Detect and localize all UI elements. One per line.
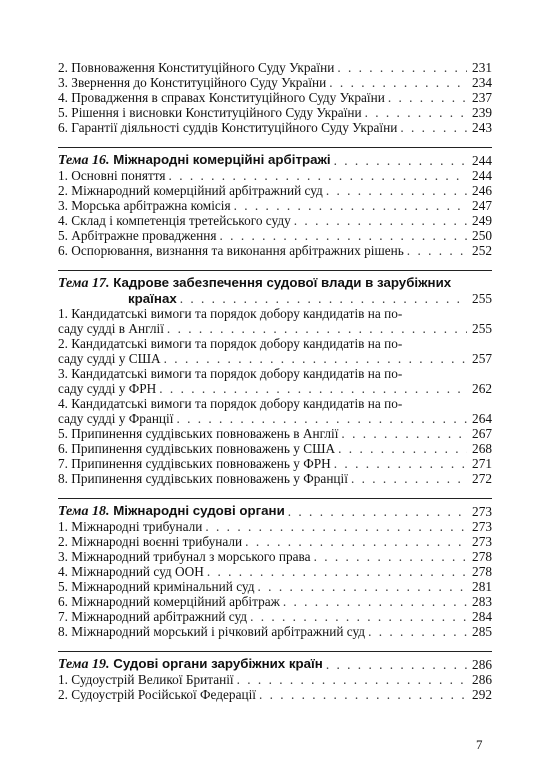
toc-section-intro (58, 60, 492, 135)
toc-entry-label: 6. Припинення суддівських повноважень у США (58, 441, 336, 456)
toc-entry-page: 273 (472, 534, 492, 549)
toc-entry-page: 250 (472, 228, 492, 243)
toc-entry-label: 4. Провадження в справах Конституційного Суду України (58, 90, 385, 105)
leader-dots (207, 564, 467, 579)
theme-title: Кадрове забезпечення судової влади в зарубіжних (113, 275, 452, 290)
leader-dots (326, 657, 467, 672)
toc-entry-label: 2. Повноваження Конституційного Суду України (58, 60, 335, 75)
leader-dots (258, 579, 467, 594)
toc-entry[interactable] (58, 75, 492, 90)
toc-entry[interactable] (58, 105, 492, 120)
toc-entry-label: 8. Міжнародний морський і річковий арбітражний суд (58, 624, 366, 639)
toc-entry-label: 5. Арбітражне провадження (58, 228, 217, 243)
toc-entry-page: 247 (472, 198, 492, 213)
section-divider (58, 498, 492, 499)
toc-entry-page: 264 (472, 411, 492, 426)
toc-entry[interactable] (58, 594, 492, 609)
toc-entry-label: 1. Кандидатські вимоги та порядок добору кандидатів на по- (58, 306, 403, 321)
toc-theme-heading-line2[interactable] (58, 291, 492, 306)
toc-entry-label: 3. Морська арбітражна комісія (58, 198, 231, 213)
toc-entry-page: 284 (472, 609, 492, 624)
leader-dots (407, 243, 467, 258)
toc-entry-page: 286 (472, 657, 492, 672)
toc-entry[interactable] (58, 168, 492, 183)
leader-dots (176, 411, 467, 426)
theme-title: Судові органи зарубіжних країн (113, 656, 323, 671)
leader-dots (159, 381, 467, 396)
toc-entry-page: 273 (472, 504, 492, 519)
leader-dots (341, 426, 467, 441)
toc-entry-page: 244 (472, 153, 492, 168)
toc-entry-page: 262 (472, 381, 492, 396)
theme-title: Міжнародні судові органи (113, 503, 285, 518)
toc-entry-label: 5. Рішення і висновки Конституційного Суду України (58, 105, 362, 120)
toc-entry-page: 278 (472, 564, 492, 579)
leader-dots (205, 519, 467, 534)
toc-entry-label: 5. Міжнародний кримінальний суд (58, 579, 255, 594)
toc-entry[interactable] (58, 90, 492, 105)
toc-entry[interactable] (58, 579, 492, 594)
toc-entry-multiline[interactable] (58, 306, 492, 336)
toc-entry-page: 273 (472, 519, 492, 534)
toc-entry-label: 2. Міжнародний комерційний арбітражний суд (58, 183, 323, 198)
toc-entry-label-continued: саду судді у США (58, 351, 161, 366)
toc-entry-label: 3. Кандидатські вимоги та порядок добору кандидатів на по- (58, 366, 403, 381)
toc-entry-label: 1. Основні поняття (58, 168, 166, 183)
toc-entry-page: 239 (472, 105, 492, 120)
toc-section-tema19 (58, 651, 492, 702)
toc-entry-page: 249 (472, 213, 492, 228)
theme-number: Тема 16. (58, 153, 110, 168)
toc-entry-page: 234 (472, 75, 492, 90)
leader-dots (167, 321, 467, 336)
toc-entry-label: 2. Кандидатські вимоги та порядок добору кандидатів на по- (58, 336, 403, 351)
toc-entry[interactable] (58, 441, 492, 456)
toc-entry-label: 2. Судоустрій Російської Федерації (58, 687, 256, 702)
leader-dots (250, 609, 467, 624)
leader-dots (365, 105, 467, 120)
toc-entry-page: 255 (472, 291, 492, 306)
toc-entry[interactable] (58, 519, 492, 534)
leader-dots (334, 456, 467, 471)
toc-entry[interactable] (58, 426, 492, 441)
leader-dots (259, 687, 467, 702)
toc-entry-label: 6. Оспорювання, визнання та виконання арбітражних рішень (58, 243, 404, 258)
leader-dots (388, 90, 467, 105)
leader-dots (314, 549, 467, 564)
toc-theme-heading[interactable] (58, 152, 492, 168)
toc-entry-page: 231 (472, 60, 492, 75)
leader-dots (338, 441, 467, 456)
toc-entry-label: 3. Звернення до Конституційного Суду України (58, 75, 327, 90)
toc-entry[interactable] (58, 564, 492, 579)
toc-entry-multiline[interactable] (58, 366, 492, 396)
leader-dots (169, 168, 467, 183)
toc-entry[interactable] (58, 213, 492, 228)
toc-entry-page: 283 (472, 594, 492, 609)
toc-entry[interactable] (58, 624, 492, 639)
theme-number: Тема 19. (58, 657, 110, 672)
leader-dots (288, 504, 467, 519)
toc-entry-label: 6. Міжнародний комерційний арбітраж (58, 594, 280, 609)
toc-entry[interactable] (58, 456, 492, 471)
toc-entry-page: 243 (472, 120, 492, 135)
leader-dots (337, 60, 467, 75)
toc-entry[interactable] (58, 228, 492, 243)
toc-entry-page: 244 (472, 168, 492, 183)
toc-entry[interactable] (58, 60, 492, 75)
toc-entry-label: 7. Припинення суддівських повноважень у ФРН (58, 456, 331, 471)
toc-entry-label: 8. Припинення суддівських повноважень у Франції (58, 471, 348, 486)
toc-entry[interactable] (58, 687, 492, 702)
toc-entry[interactable] (58, 534, 492, 549)
toc-entry-label: 1. Міжнародні трибунали (58, 519, 203, 534)
toc-entry-page: 267 (472, 426, 492, 441)
toc-entry-label: 1. Судоустрій Великої Британії (58, 672, 234, 687)
leader-dots (368, 624, 467, 639)
toc-entry[interactable] (58, 243, 492, 258)
toc-entry-page: 292 (472, 687, 492, 702)
toc-entry[interactable] (58, 120, 492, 135)
toc-theme-heading[interactable] (58, 656, 492, 672)
toc-entry[interactable] (58, 549, 492, 564)
toc-entry-label: 4. Міжнародний суд ООН (58, 564, 204, 579)
theme-number: Тема 17. (58, 276, 110, 291)
theme-number: Тема 18. (58, 504, 110, 519)
toc-entry-label: 6. Гарантії діяльності суддів Конституційного Суду України (58, 120, 398, 135)
toc-entry-page: 255 (472, 321, 492, 336)
leader-dots (220, 228, 467, 243)
toc-entry-label: 7. Міжнародний арбітражний суд (58, 609, 248, 624)
toc-entry-multiline[interactable] (58, 396, 492, 426)
page-number: 7 (476, 737, 483, 752)
toc-entry-page: 271 (472, 456, 492, 471)
toc-section-tema16 (58, 147, 492, 258)
toc-entry-page: 281 (472, 579, 492, 594)
toc-entry-label-continued: саду судді у Франції (58, 411, 174, 426)
toc-entry-label: 2. Міжнародні воєнні трибунали (58, 534, 243, 549)
section-divider (58, 270, 492, 271)
toc-entry-label: 4. Кандидатські вимоги та порядок добору кандидатів на по- (58, 396, 403, 411)
leader-dots (326, 183, 467, 198)
toc-theme-heading[interactable] (58, 503, 492, 519)
toc-entry[interactable] (58, 198, 492, 213)
toc-entry-label-continued: саду судді в Англії (58, 321, 164, 336)
leader-dots (351, 471, 467, 486)
toc-entry-label: 4. Склад і компетенція третейського суду (58, 213, 291, 228)
toc-entry-page: 285 (472, 624, 492, 639)
toc-entry[interactable] (58, 609, 492, 624)
leader-dots (283, 594, 467, 609)
leader-dots (334, 153, 467, 168)
toc-entry-page: 252 (472, 243, 492, 258)
leader-dots (294, 213, 467, 228)
toc-entry-page: 268 (472, 441, 492, 456)
toc-section-tema18 (58, 498, 492, 639)
leader-dots (400, 120, 467, 135)
toc-entry-page: 246 (472, 183, 492, 198)
toc-entry-label: 3. Міжнародний трибунал з морського права (58, 549, 311, 564)
leader-dots (245, 534, 467, 549)
toc-entry-page: 272 (472, 471, 492, 486)
toc-section-tema17 (58, 270, 492, 486)
theme-title-continued: країнах (128, 291, 177, 306)
theme-title: Міжнародні комерційні арбітражі (113, 152, 331, 167)
toc-entry-page: 237 (472, 90, 492, 105)
leader-dots (329, 75, 467, 90)
toc-entry[interactable] (58, 672, 492, 687)
section-divider (58, 147, 492, 148)
section-divider (58, 651, 492, 652)
toc-entry-multiline[interactable] (58, 336, 492, 366)
toc-entry-page: 286 (472, 672, 492, 687)
table-of-contents (58, 60, 492, 702)
toc-theme-heading-line1[interactable] (58, 275, 492, 291)
leader-dots (237, 672, 467, 687)
leader-dots (234, 198, 467, 213)
leader-dots (180, 291, 467, 306)
leader-dots (164, 351, 467, 366)
toc-entry-page: 257 (472, 351, 492, 366)
toc-entry-page: 278 (472, 549, 492, 564)
toc-entry[interactable] (58, 471, 492, 486)
toc-entry[interactable] (58, 183, 492, 198)
toc-entry-label: 5. Припинення суддівських повноважень в Англії (58, 426, 339, 441)
toc-entry-label-continued: саду судді у ФРН (58, 381, 157, 396)
